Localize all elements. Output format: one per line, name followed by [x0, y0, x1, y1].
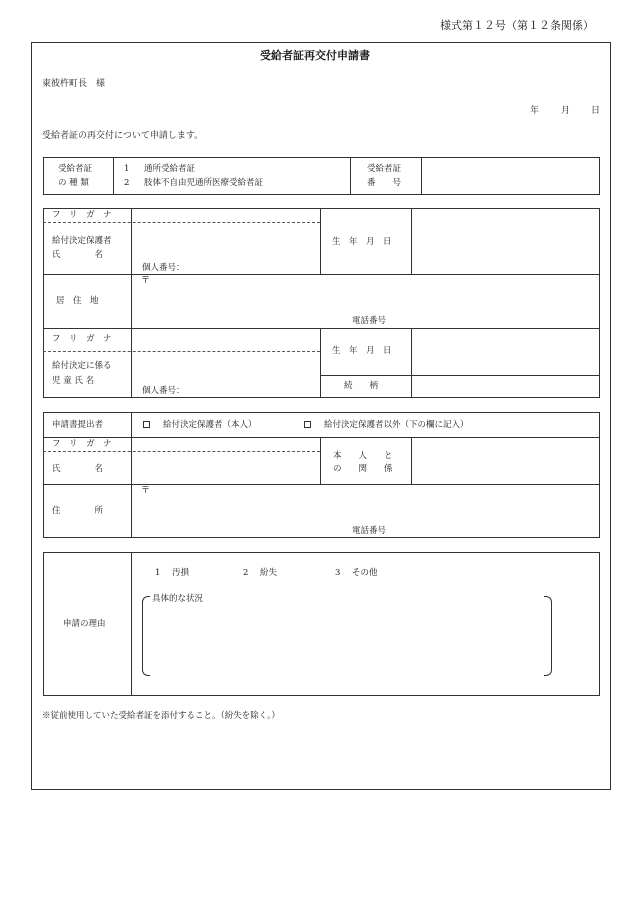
date-year-label: 年 [530, 106, 540, 116]
date-day-label: 日 [591, 106, 601, 116]
detail-label: 具体的な状況 [152, 594, 204, 604]
child-relation-label: 続 柄 [344, 381, 379, 391]
child-birthdate-label: 生 年 月 日 [332, 346, 392, 356]
submitter-relation-label-line1: 本 人 と [333, 451, 393, 461]
submitter-name-label: 氏 名 [52, 464, 104, 474]
guardian-child-section [43, 208, 600, 398]
reason-option-1-text[interactable]: 汚損 [172, 568, 190, 578]
guardian-furigana-label: フ リ ガ ナ [52, 210, 112, 220]
guardian-name-label-line1: 給付決定保護者 [52, 236, 112, 246]
submitter-other-option[interactable]: 給付決定保護者以外（下の欄に記入） [324, 420, 469, 430]
submitter-label: 申請書提出者 [52, 420, 104, 430]
guardian-postal-mark: 〒 [141, 276, 151, 286]
submitter-postal-mark: 〒 [141, 486, 151, 496]
cert-number-label-line1: 受給者証 [367, 164, 402, 174]
submitter-section [43, 412, 600, 538]
reason-option-2-text[interactable]: 紛失 [260, 568, 278, 578]
cert-option-2-text[interactable]: 肢体不自由児通所医療受給者証 [144, 178, 264, 188]
guardian-name-label-line2: 氏 名 [52, 250, 104, 260]
child-furigana-label: フ リ ガ ナ [52, 334, 112, 344]
guardian-birthdate-label: 生 年 月 日 [332, 237, 392, 247]
cert-type-label-line1: 受給者証 [58, 164, 93, 174]
reason-option-3-number: 3 [335, 568, 341, 578]
reason-option-2-number: 2 [243, 568, 249, 578]
cert-option-1-text[interactable]: 通所受給者証 [144, 164, 196, 174]
submitter-self-option[interactable]: 給付決定保護者（本人） [163, 420, 257, 430]
reason-label: 申請の理由 [63, 619, 106, 629]
cert-option-2-number: 2 [124, 178, 130, 188]
submitter-phone-label[interactable]: 電話番号 [352, 526, 387, 536]
cert-type-section [43, 157, 600, 195]
form-title: 受給者証再交付申請書 [260, 49, 370, 62]
submitter-self-checkbox[interactable] [143, 421, 150, 428]
date-month-label: 月 [561, 106, 571, 116]
reason-option-3-text[interactable]: その他 [352, 568, 378, 578]
child-name-label-line2: 児 童 氏 名 [52, 376, 95, 386]
cert-number-label-line2: 番 号 [367, 178, 402, 188]
child-personal-number-label[interactable]: 個人番号： [142, 386, 185, 396]
submitter-furigana-label: フ リ ガ ナ [52, 439, 112, 449]
child-name-label-line1: 給付決定に係る [52, 361, 112, 371]
detail-left-bracket [142, 596, 150, 676]
guardian-phone-label[interactable]: 電話番号 [352, 316, 387, 326]
guardian-personal-number-label[interactable]: 個人番号： [142, 263, 185, 273]
guardian-address-label: 居 住 地 [56, 296, 99, 306]
footnote: ※従前使用していた受給者証を添付すること。（紛失を除く。） [42, 711, 280, 721]
addressee: 東彼杵町長 様 [42, 79, 106, 89]
submitter-other-checkbox[interactable] [304, 421, 311, 428]
detail-field[interactable] [152, 612, 540, 672]
reason-option-1-number: 1 [155, 568, 161, 578]
cert-option-1-number: 1 [124, 164, 130, 174]
submitter-relation-label-line2: の 関 係 [333, 464, 393, 474]
intro-text: 受給者証の再交付について申請します。 [42, 131, 204, 141]
cert-type-label-line2: の 種 類 [58, 178, 89, 188]
detail-right-bracket [544, 596, 552, 676]
form-number: 様式第１２号（第１２条関係） [440, 19, 594, 32]
submitter-address-label: 住 所 [52, 506, 104, 516]
